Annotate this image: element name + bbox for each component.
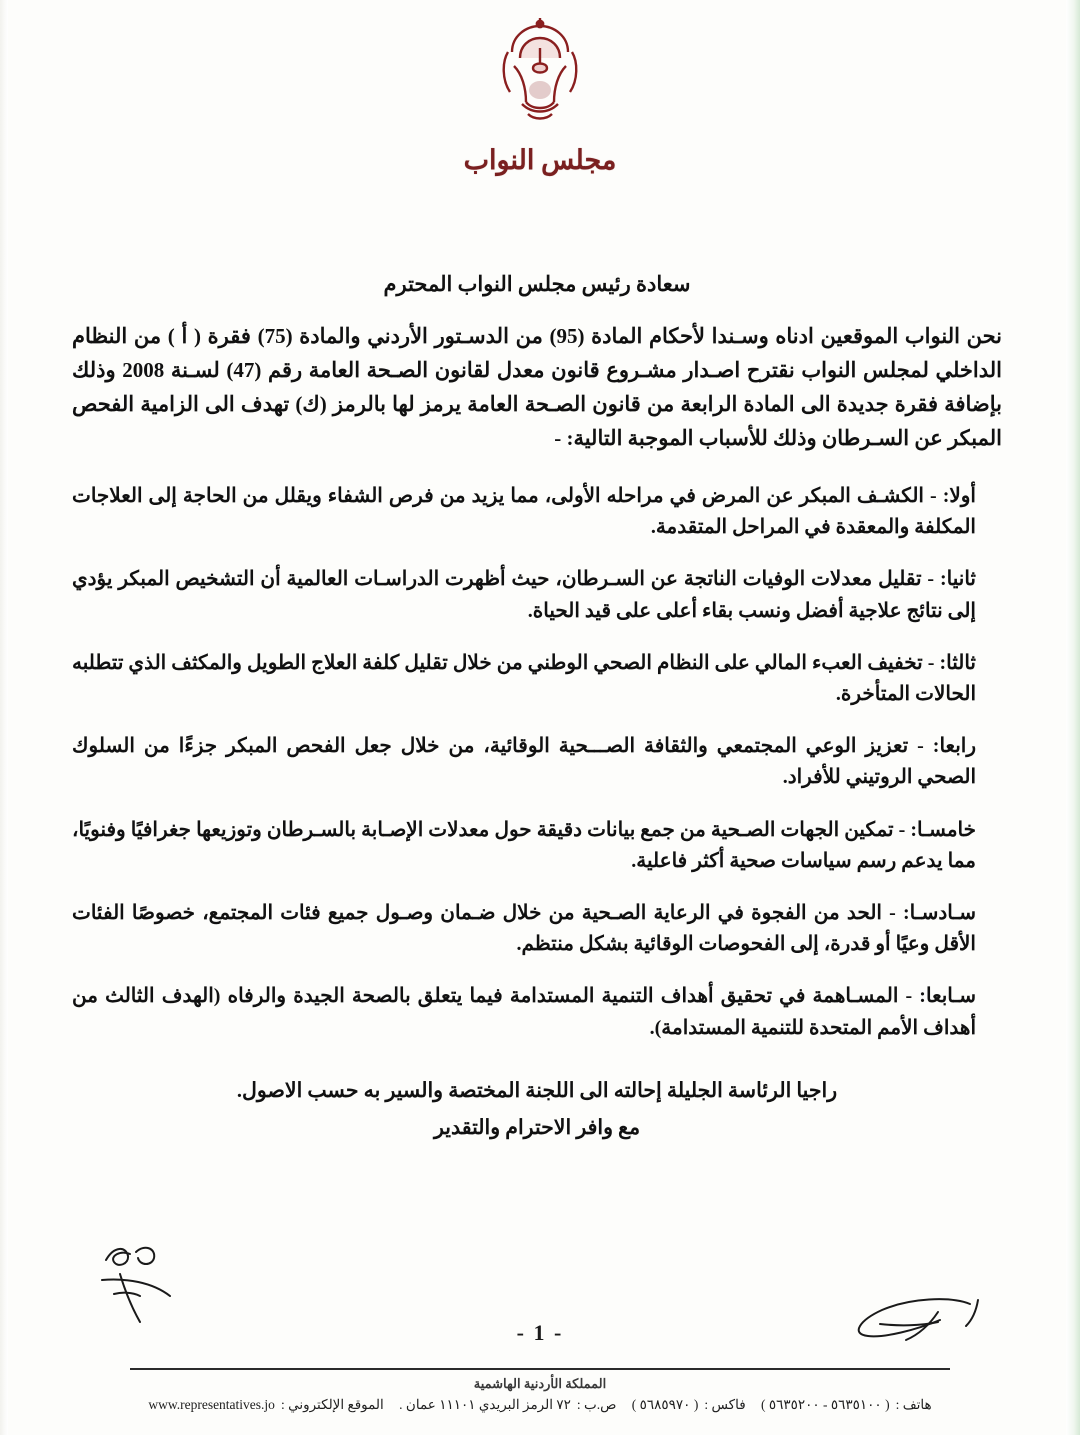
document-footer xyxy=(130,1368,950,1413)
footer-sep-2 xyxy=(622,1397,625,1413)
document-body xyxy=(72,272,1002,1140)
footer-website-value[interactable]: www.representatives.jo xyxy=(148,1397,275,1412)
page-number: - 1 - xyxy=(516,1320,564,1345)
crown-emblem-icon xyxy=(492,18,588,126)
reason-item-4: رابعا: - تعزيز الوعي المجتمعي والثقافة الصـــحية الوقائية، من خلال جعل الفحص المبكر جزءًا من السلوك الصحي الروتيني للأفراد. xyxy=(72,735,976,789)
council-name-script: مجلس النواب xyxy=(463,145,617,175)
salutation-line: سعادة رئيس مجلس النواب المحترم xyxy=(383,272,691,296)
closing-request: راجيا الرئاسة الجليلة إحالته الى اللجنة المختصة والسير به حسب الاصول. xyxy=(236,1079,838,1102)
footer-pobox-value: ٧٢ الرمز البريدي ١١١٠١ عمان . xyxy=(399,1397,571,1412)
footer-fax-value: ( ٥٦٨٥٩٧٠ ) xyxy=(631,1397,699,1412)
reason-item-7: سـابعا: - المسـاهمة في تحقيق أهداف التنمية المستدامة فيما يتعلق بالصحة الجيدة والرفاه (الهدف الثالث من أهداف الأمم المتحدة للتنمية المستدامة). xyxy=(72,985,976,1039)
footer-sep-1 xyxy=(752,1397,755,1413)
footer-contact-line xyxy=(130,1397,950,1413)
reason-item-1: أولا: - الكشـف المبكر عن المرض في مراحله الأولى، مما يزيد من فرص الشفاء ويقلل من الحاجة إلى العلاجات المكلفة والمعقدة في المراحل المتقدمة. xyxy=(72,485,976,539)
signature-left xyxy=(96,1238,266,1328)
footer-phone-label: هاتف : xyxy=(895,1397,932,1412)
scan-edge-left xyxy=(0,0,8,1435)
footer-fax-label: فاكس : xyxy=(704,1397,746,1412)
regards-line: مع وافر الاحترام والتقدير xyxy=(433,1116,641,1139)
reason-item-5: خامسـا: - تمكين الجهات الصـحية من جمع بيانات دقيقة حول معدلات الإصـابة بالسـرطان وتوزيعها جغرافيًا وفنويًا، مما يدعم رسم سياسات صحية أكثر فاعلية. xyxy=(72,818,976,872)
reason-item-3: ثالثا: - تخفيف العبء المالي على النظام الصحي الوطني من خلال تقليل كلفة العلاج الطويل والمكثف الذي تتطلبه الحالات المتأخرة. xyxy=(72,651,976,705)
footer-divider xyxy=(130,1368,950,1370)
footer-kingdom-title: المملكة الأردنية الهاشمية xyxy=(473,1376,607,1391)
footer-pobox-label: ص.ب : xyxy=(576,1397,617,1412)
footer-website-label: الموقع الإلكتروني : xyxy=(280,1397,384,1412)
scan-edge-right xyxy=(1066,0,1080,1435)
footer-phone-value: ( ٥٦٣٥١٠٠ - ٥٦٣٥٢٠٠ ) xyxy=(761,1397,890,1412)
preamble-paragraph: نحن النواب الموقعين ادناه وسـندا لأحكام المادة (95) من الدسـتور الأردني والمادة (75) فقرة ( أ ) من النظام الداخلي لمجلس النواب نقترح اصـدار مشـروع قانون معدل لقانون الصـحة العامة رقم (47) لسـنة 2008 وذلك بإضافة فقرة جديدة الى المادة الرابعة من قانون الصـحة العامة يرمز لها بالرمز (ك) تهدف الى الزامية الفحص المبكر عن السـرطان وذلك للأسباب الموجبة التالية: - xyxy=(72,324,1003,451)
reason-item-6: سـادسـا: - الحد من الفجوة في الرعاية الصـحية من خلال ضـمان وصـول جميع فئات المجتمع، خصوصًا الفئات الأقل وعيًا أو قدرة، إلى الفحوصات الوقائية بشكل منتظم. xyxy=(72,901,976,956)
document-header xyxy=(0,18,1080,176)
footer-sep-3 xyxy=(390,1397,393,1413)
reason-item-2: ثانيا: - تقليل معدلات الوفيات الناتجة عن السـرطان، حيث أظهرت الدراسـات العالمية أن التشخيص المبكر يؤدي إلى نتائج علاجية أفضل ونسب بقاء أعلى على قيد الحياة. xyxy=(72,568,976,622)
